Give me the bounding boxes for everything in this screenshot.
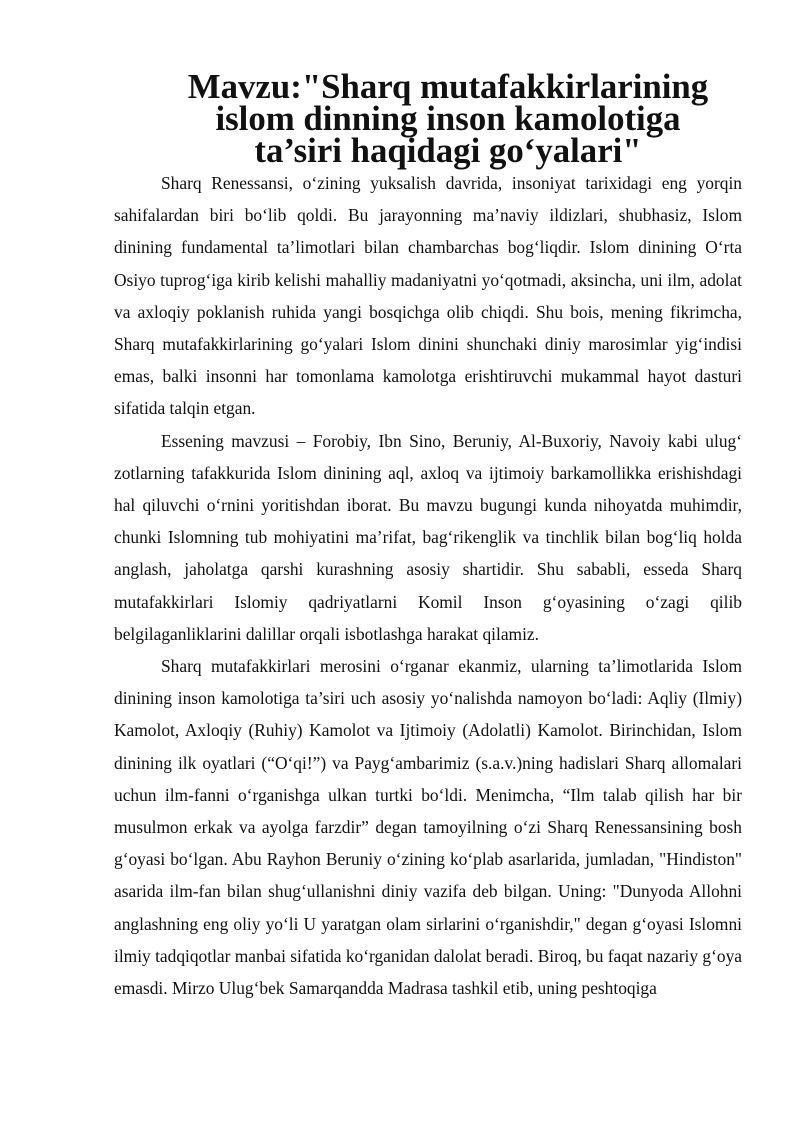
paragraph-intro: Sharq Renessansi, o‘zining yuksalish davrida, insoniyat tarixidagi eng yorqin sahifalardan biri bo‘lib qoldi. Bu jarayonning ma’naviy ildizlari, shubhasiz, Islom dinining fundamental ta’limotlari bilan chambarchas bog‘liqdir. Islom dinining O‘rta Osiyo tuprog‘iga kirib kelishi mahalliy madaniyatni yo‘qotmadi, aksincha, uni ilm, adolat va axloqiy poklanish ruhida yangi bosqichga olib chiqdi. Shu bois, mening fikrimcha, Sharq mutafakkirlarining go‘yalari Islom dinini shunchaki diniy marosimlar yig‘indisi emas, balki insonni har tomonlama kamolotga erishtiruvchi mukammal hayot dasturi sifatida talqin etgan. [114, 173, 742, 419]
title-line-2: ta’siri haqidagi go‘yalari" [254, 131, 642, 170]
title-line-1: Mavzu:"Sharq mutafakkirlarining islom dinning inson kamolotiga [187, 67, 709, 138]
document-title [114, 67, 742, 170]
document-body [114, 67, 742, 1004]
paragraph-body: Sharq mutafakkirlari merosini o‘rganar ekanmiz, ularning ta’limotlarida Islom dinining inson kamolotiga ta’siri uch asosiy yo‘nalishda namoyon bo‘ladi: Aqliy (Ilmiy) Kamolot, Axloqiy (Ruhiy) Kamolot va Ijtimoiy (Adolatli) Kamolot. Birinchidan, Islom dinining ilk oyatlari (“O‘qi!”) va Payg‘ambarimiz (s.a.v.)ning hadislari Sharq allomalari uchun ilm-fanni o‘rganishga ulkan turtki bo‘ldi. Menimcha, “Ilm talab qilish har bir musulmon erkak va ayolga farzdir” degan tamoyilning o‘zi Sharq Renessansining bosh g‘oyasi bo‘lgan. Abu Rayhon Beruniy o‘zining ko‘plab asarlarida, jumladan, "Hindiston" asarida ilm-fan bilan shug‘ullanishni diniy vazifa deb bilgan. Uning: "Dunyoda Allohni anglashning eng oliy yo‘li U yaratgan olam sirlarini o‘rganishdir," degan g‘oyasi Islomni ilmiy tadqiqotlar manbai sifatida ko‘rganidan dalolat beradi. Biroq, bu faqat nazariy g‘oya emasdi. Mirzo Ulug‘bek Samarqandda Madrasa tashkil etib, uning peshtoqiga [114, 656, 742, 999]
paragraph-thesis: Essening mavzusi – Forobiy, Ibn Sino, Beruniy, Al-Buxoriy, Navoiy kabi ulug‘ zotlarning tafakkurida Islom dinining aql, axloq va ijtimoiy barkamollikka erishishdagi hal qiluvchi o‘rnini yoritishdan iborat. Bu mavzu bugungi kunda nihoyatda muhimdir, chunki Islomning tub mohiyatini ma’rifat, bag‘rikenglik va tinchlik bilan bog‘liq holda anglash, jaholatga qarshi kurashning asosiy shartidir. Shu sababli, esseda Sharq mutafakkirlari Islomiy qadriyatlarni Komil Inson g‘oyasining o‘zagi qilib belgilaganliklarini dalillar orqali isbotlashga harakat qilamiz. [114, 430, 742, 644]
